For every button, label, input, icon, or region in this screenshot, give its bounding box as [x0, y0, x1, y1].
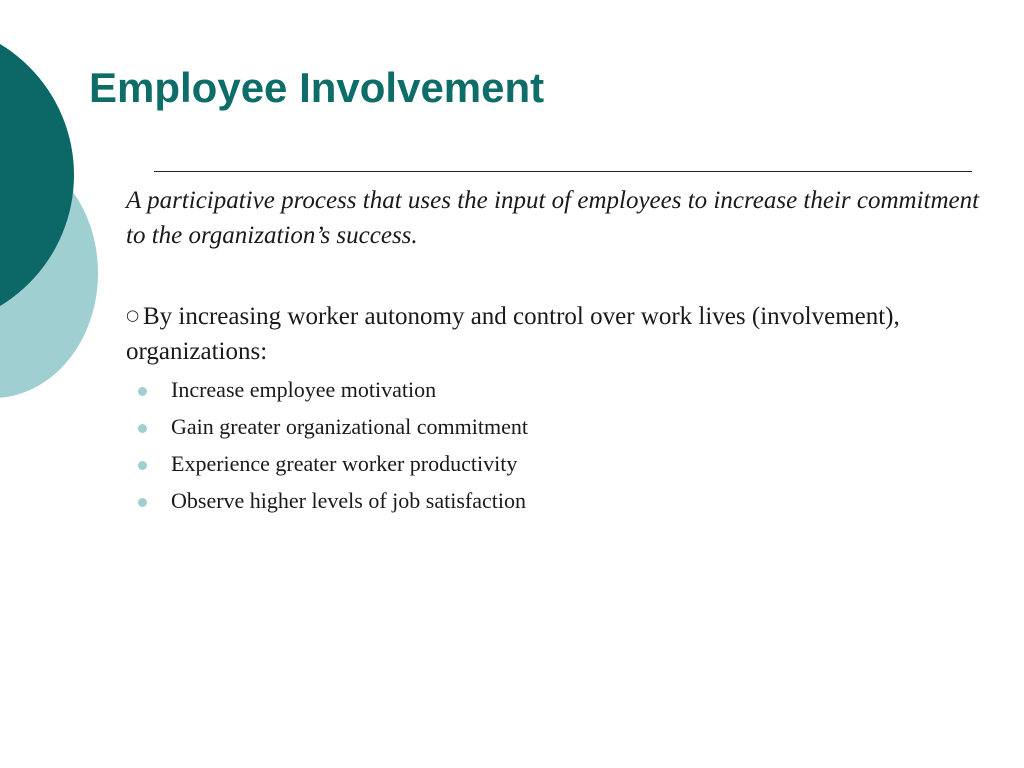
title-divider [154, 171, 972, 172]
bullet-dot-icon [138, 498, 147, 507]
hollow-circle-bullet-icon: ○ [126, 306, 140, 324]
bullet-dot-icon [138, 461, 147, 470]
sub-bullet-list [138, 371, 938, 519]
list-item-text: Observe higher levels of job satisfaction [171, 488, 526, 513]
list-item [138, 445, 938, 482]
bullet-dot-icon [138, 387, 147, 396]
list-item [138, 482, 938, 519]
bullet-dot-icon [138, 424, 147, 433]
list-item-text: Gain greater organizational commitment [171, 414, 528, 439]
lead-paragraph [126, 298, 986, 369]
definition-text: A participative process that uses the input of employees to increase their commitment to the organization’s success. [126, 187, 980, 249]
list-item-text: Experience greater worker productivity [171, 451, 518, 476]
lead-text: By increasing worker autonomy and control over work lives (involvement), organizations: [126, 303, 900, 365]
list-item [138, 408, 938, 445]
list-item-text: Increase employee motivation [171, 377, 437, 402]
slide-title: Employee Involvement [89, 64, 545, 111]
list-item [138, 371, 938, 408]
